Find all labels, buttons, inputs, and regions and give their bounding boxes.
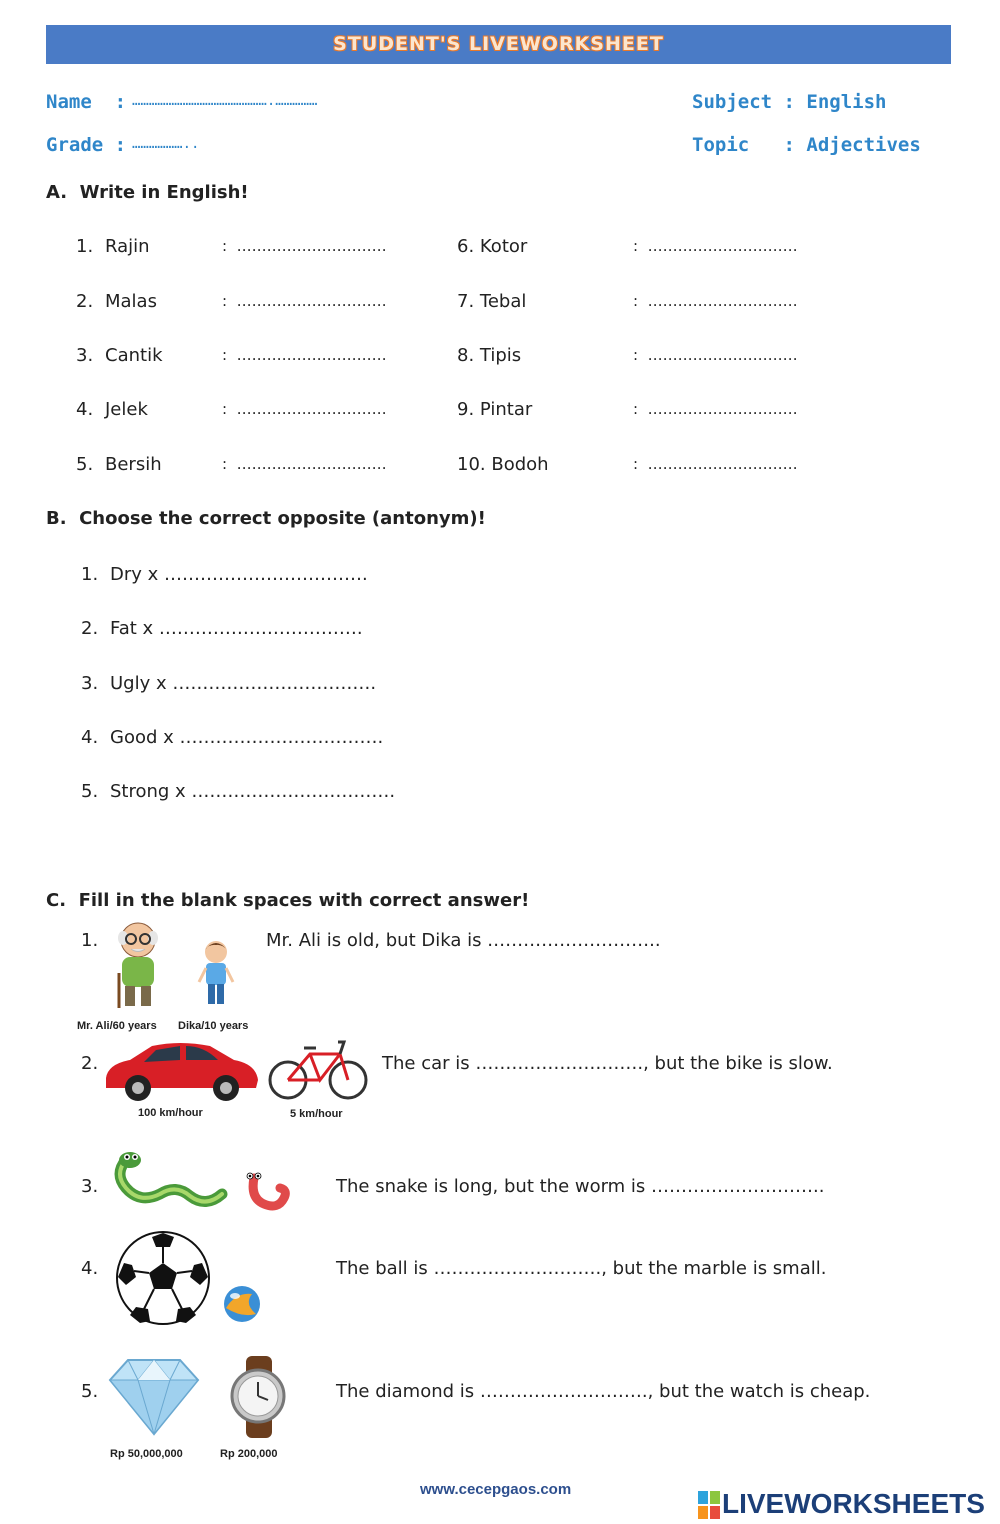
a-item-word: Malas	[105, 291, 157, 312]
a-item-word: Cantik	[105, 345, 163, 366]
bicycle-icon	[268, 1034, 368, 1102]
a-item-number: 3.	[76, 345, 94, 366]
a-item-blank[interactable]: : …………………………	[633, 292, 798, 310]
a-item-word: 7. Tebal	[457, 291, 527, 312]
b-item-text[interactable]: Ugly x …………………………….	[110, 673, 377, 694]
b-item-number: 3.	[81, 673, 99, 694]
diamond-caption: Rp 50,000,000	[110, 1448, 183, 1460]
ali-caption: Mr. Ali/60 years	[77, 1020, 157, 1032]
a-item-blank[interactable]: : …………………………	[633, 346, 798, 364]
section-c-title: C. Fill in the blank spaces with correct answer!	[46, 890, 530, 911]
c-item-number: 2.	[81, 1053, 99, 1074]
watch-icon	[222, 1356, 294, 1438]
a-item-word: Jelek	[105, 399, 148, 420]
liveworksheets-brand: LIVEWORKSHEETS	[722, 1488, 985, 1519]
name-blank[interactable]: ………………………………………….……………	[132, 93, 318, 109]
c-item-text[interactable]: The ball is ………………………., but the marble is small.	[336, 1258, 827, 1279]
b-item-number: 5.	[81, 781, 99, 802]
old-man-icon	[105, 918, 175, 1010]
section-a-title: A. Write in English!	[46, 182, 249, 203]
name-label: Name :	[46, 91, 127, 113]
soccer-ball-icon	[114, 1229, 212, 1327]
diamond-icon	[108, 1356, 200, 1436]
a-item-number: 1.	[76, 236, 94, 257]
grade-blank[interactable]: ………………..	[132, 136, 200, 152]
subject-label: Subject : English	[692, 91, 887, 113]
c-item-text[interactable]: The diamond is ………………………., but the watch is cheap.	[336, 1381, 871, 1402]
c-item-number: 3.	[81, 1176, 99, 1197]
a-item-word: Bersih	[105, 454, 162, 475]
worm-icon	[240, 1168, 296, 1214]
car-caption: 100 km/hour	[138, 1107, 203, 1119]
a-item-number: 4.	[76, 399, 94, 420]
c-item-text[interactable]: The snake is long, but the worm is ………………………..	[336, 1176, 825, 1197]
b-item-text[interactable]: Good x …………………………….	[110, 727, 384, 748]
a-item-word: 8. Tipis	[457, 345, 522, 366]
a-item-number: 5.	[76, 454, 94, 475]
grade-label: Grade :	[46, 134, 127, 156]
a-item-blank[interactable]: : …………………………	[222, 292, 387, 310]
c-item-text[interactable]: Mr. Ali is old, but Dika is ………………………..	[266, 930, 661, 951]
c-item-number: 5.	[81, 1381, 99, 1402]
b-item-text[interactable]: Dry x …………………………….	[110, 564, 368, 585]
bike-caption: 5 km/hour	[290, 1108, 343, 1120]
a-item-blank[interactable]: : …………………………	[633, 400, 798, 418]
snake-icon	[110, 1150, 232, 1212]
b-item-text[interactable]: Fat x …………………………….	[110, 618, 363, 639]
a-item-word: 6. Kotor	[457, 236, 528, 257]
a-item-blank[interactable]: : …………………………	[222, 346, 387, 364]
watch-caption: Rp 200,000	[220, 1448, 278, 1460]
a-item-blank[interactable]: : …………………………	[633, 455, 798, 473]
b-item-number: 4.	[81, 727, 99, 748]
worksheet-title: STUDENT'S LIVEWORKSHEET	[333, 33, 664, 55]
b-item-text[interactable]: Strong x …………………………….	[110, 781, 396, 802]
b-item-number: 1.	[81, 564, 99, 585]
a-item-word: Rajin	[105, 236, 150, 257]
a-item-number: 2.	[76, 291, 94, 312]
footer-url[interactable]: www.cecepgaos.com	[420, 1481, 572, 1498]
a-item-blank[interactable]: : …………………………	[222, 400, 387, 418]
a-item-word: 10. Bodoh	[457, 454, 549, 475]
dika-caption: Dika/10 years	[178, 1020, 249, 1032]
b-item-number: 2.	[81, 618, 99, 639]
boy-icon	[194, 938, 238, 1010]
a-item-word: 9. Pintar	[457, 399, 533, 420]
a-item-blank[interactable]: : …………………………	[222, 237, 387, 255]
c-item-number: 1.	[81, 930, 99, 951]
liveworksheets-logo-icon	[698, 1491, 720, 1519]
c-item-text[interactable]: The car is ………………………., but the bike is slow.	[382, 1053, 833, 1074]
car-icon	[100, 1038, 262, 1104]
a-item-blank[interactable]: : …………………………	[633, 237, 798, 255]
a-item-blank[interactable]: : …………………………	[222, 455, 387, 473]
c-item-number: 4.	[81, 1258, 99, 1279]
marble-icon	[222, 1284, 262, 1324]
section-b-title: B. Choose the correct opposite (antonym)!	[46, 508, 486, 529]
topic-label: Topic : Adjectives	[692, 134, 921, 156]
